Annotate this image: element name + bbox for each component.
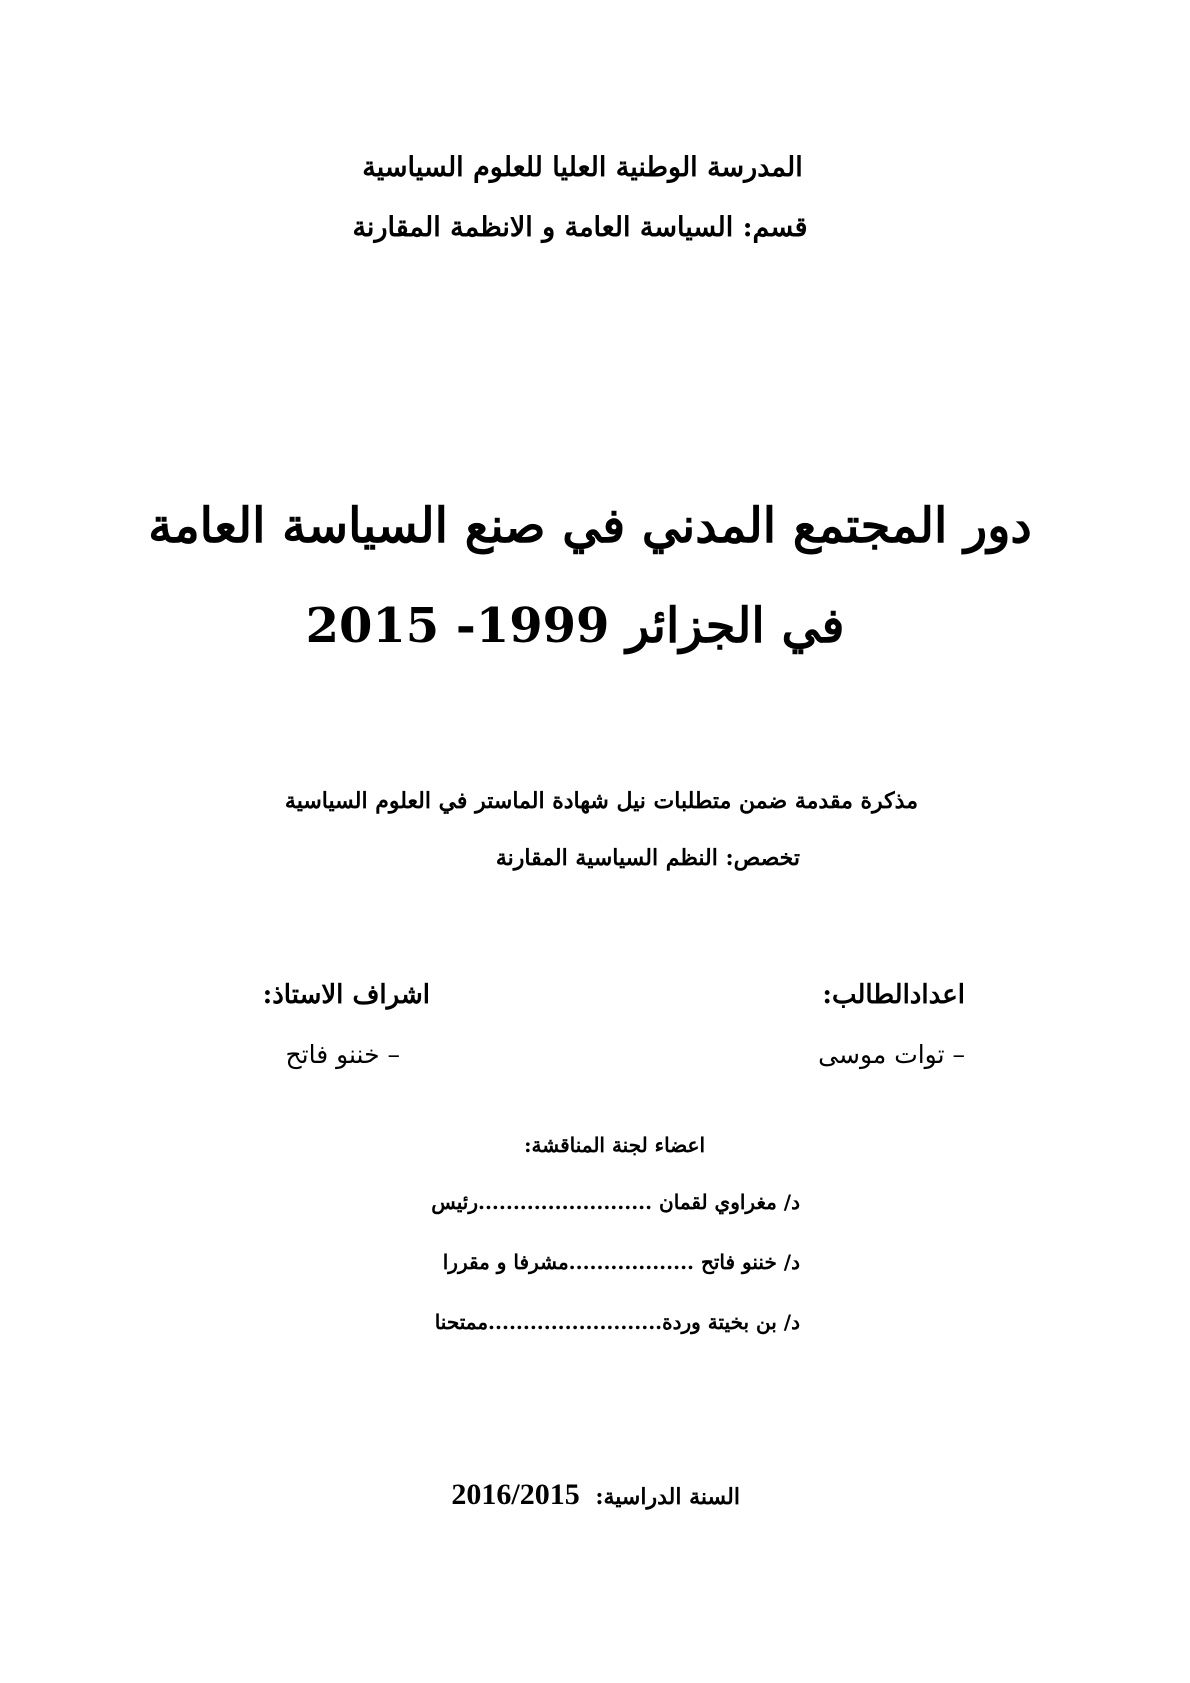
thesis-title-line-2: في الجزائر 1999- 2015 [305,598,845,654]
prepared-by-label: اعدادالطالب: [822,980,965,1010]
student-name: – توات موسى [818,1040,965,1069]
thesis-title-line-1: دور المجتمع المدني في صنع السياسة العامة [148,498,1032,554]
committee-title: اعضاء لجنة المناقشة: [524,1133,705,1157]
school-name: المدرسة الوطنية العليا للعلوم السياسية [362,152,803,183]
committee-member: د/ مغراوي لقمان .........................رئيس [431,1190,800,1214]
department-name: قسم: السياسة العامة و الانظمة المقارنة [352,212,808,243]
academic-year [451,1478,740,1512]
supervisor-name: – خننو فاتح [285,1040,400,1069]
committee-member: د/ بن بخيتة وردة.........................ممتحنا [434,1310,800,1334]
memo-description: مذكرة مقدمة ضمن متطلبات نيل شهادة الماستر في العلوم السياسية [284,788,918,814]
supervised-by-label: اشراف الاستاذ: [262,980,430,1010]
committee-member: د/ خننو فاتح ..................مشرفا و مقررا [442,1250,800,1274]
academic-year-label: السنة الدراسية: [595,1484,740,1510]
specialization: تخصص: النظم السياسية المقارنة [495,845,800,871]
academic-year-value: 2016/2015 [451,1478,580,1511]
